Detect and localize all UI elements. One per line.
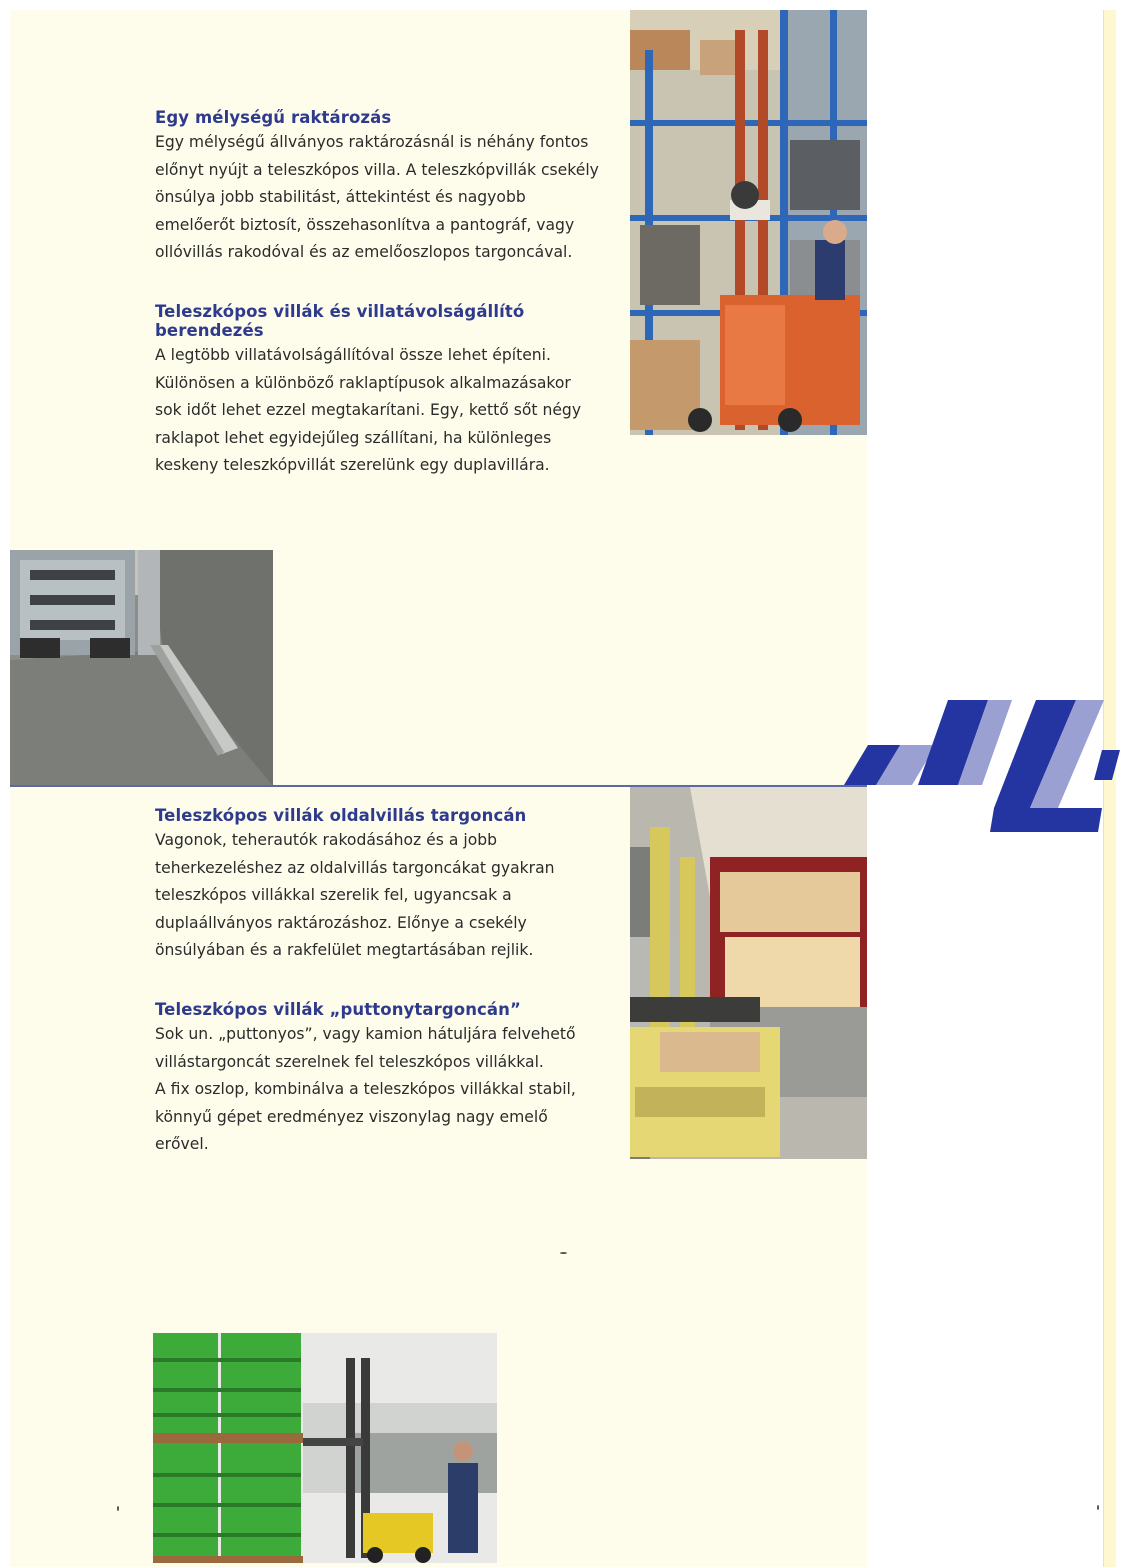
section-truck-mounted-forklift: [155, 1000, 625, 1159]
section-body: Sok un. „puttonyos”, vagy kamion hátuljára felvehető villástargoncát szerelnek fel teleszkópos villákkal. A fix oszlop, kombinálva a teleszkópos villákkal stabil, könnyű gépet eredményez viszonylag nagy emelő erővel.: [155, 1025, 576, 1154]
sideloader-timber-photo: [630, 787, 867, 1159]
section-single-depth-storage: [155, 108, 625, 267]
section-divider-rule: [10, 785, 867, 787]
telescopic-fork-photo: [10, 550, 273, 786]
section-fork-positioner: [155, 302, 635, 480]
section-heading: Teleszkópos villák és villatávolságállító berendezés: [155, 302, 525, 340]
section-heading: Egy mélységű raktározás: [155, 108, 392, 127]
section-body: A legtöbb villatávolságállítóval össze lehet építeni. Különösen a különböző raklaptípusok alkalmazásakor sok időt lehet ezzel megtakarítani. Egy, kettő sőt négy raklapot lehet egyidejűleg szállítani, ha különleges keskeny teleszkópvillát szerelünk egy duplavillára.: [155, 346, 582, 475]
warehouse-reach-truck-photo: [630, 10, 867, 435]
section-body: Vagonok, teherautók rakodásához és a jobb teherkezeléshez az oldalvillás targoncákat gyakran teleszkópos villákkal szerelik fel, ugyancsak a duplaállványos raktározáshoz. Előnye a csekély önsúlyában és a rakfelület megtartásában rejlik.: [155, 831, 555, 960]
section-body: Egy mélységű állványos raktározásnál is néhány fontos előnyt nyújt a teleszkópos villa. A teleszkópvillák csekély önsúlya jobb stabilitást, áttekintést és nagyobb emelőerőt biztosít, összehasonlítva a pantográf, vagy ollóvillás rakodóval és az emelőoszlopos targoncával.: [155, 133, 599, 262]
diagonal-stripes-decoration: [840, 690, 1120, 840]
section-sideloader: [155, 806, 625, 965]
forklift-beer-crates-photo: [153, 1333, 497, 1563]
section-heading: Teleszkópos villák „puttonytargoncán”: [155, 1000, 521, 1019]
section-heading: Teleszkópos villák oldalvillás targoncán: [155, 806, 527, 825]
